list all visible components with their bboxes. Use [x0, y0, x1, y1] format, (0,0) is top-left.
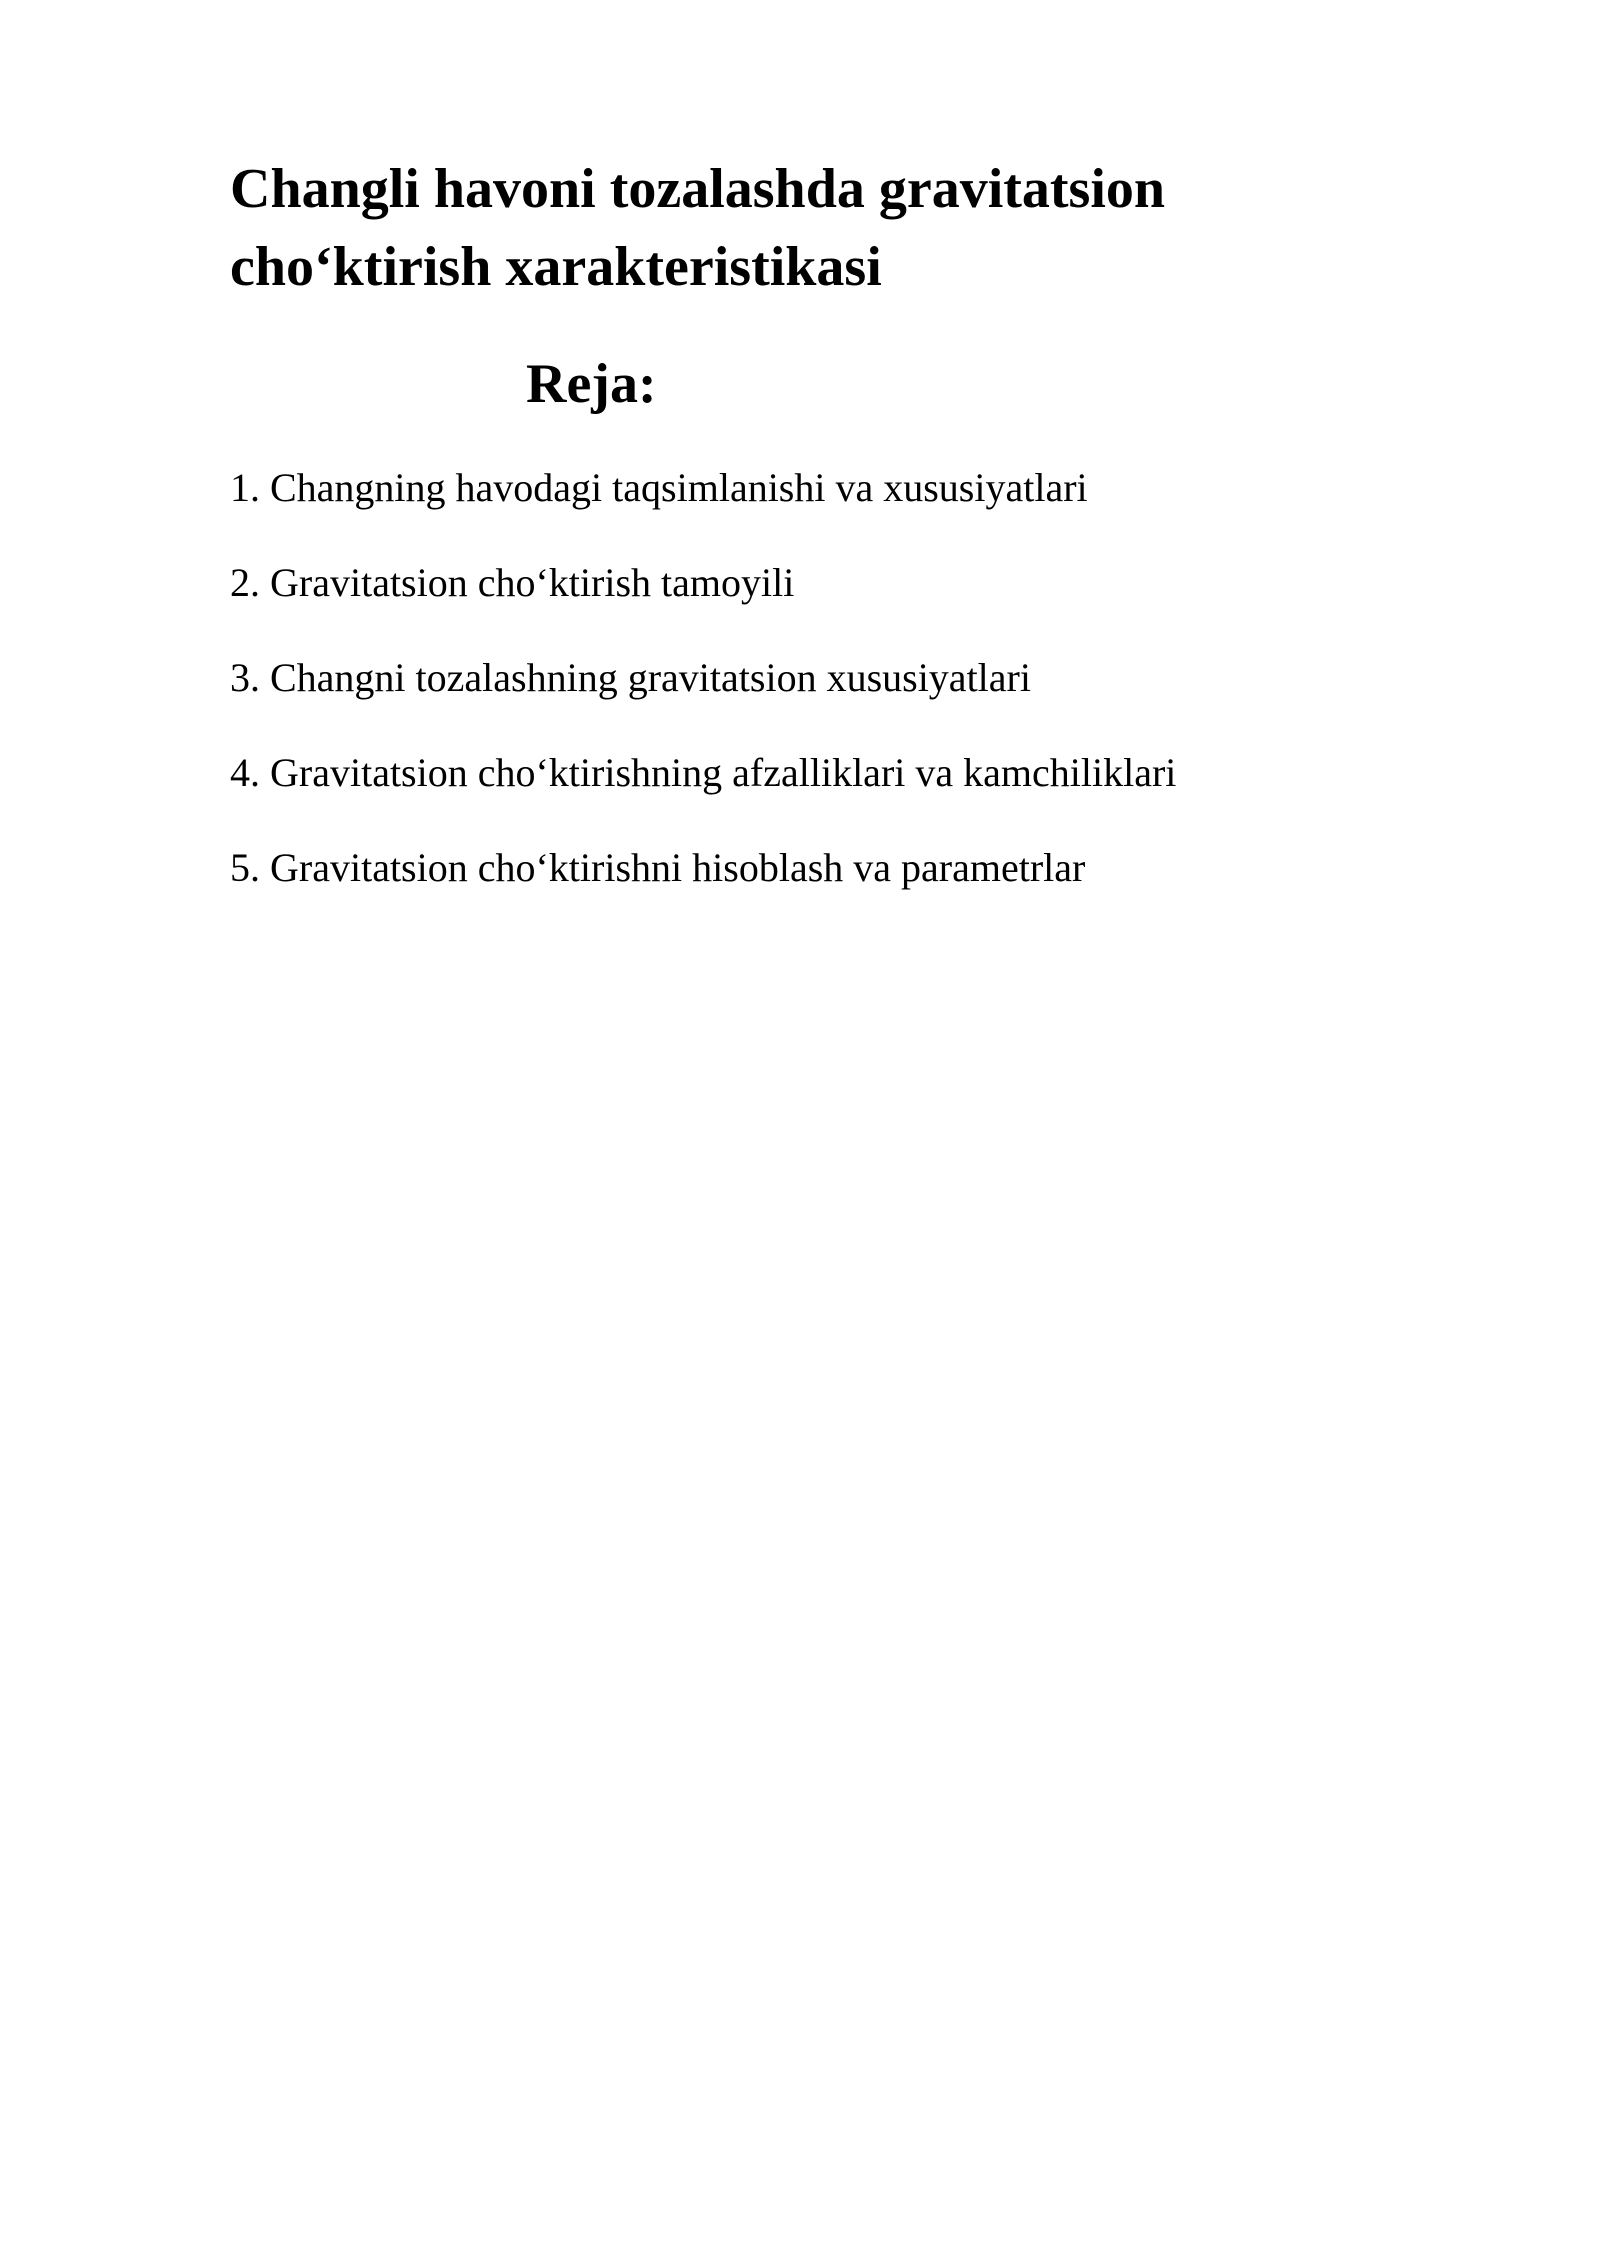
document-title	[230, 150, 1330, 306]
plan-item-4: 4. Gravitatsion cho‘ktirishning afzalliklari va kamchiliklari	[230, 750, 1177, 795]
plan-item-1: 1. Changning havodagi taqsimlanishi va xususiyatlari	[230, 465, 1088, 510]
plan-heading: Reja:	[526, 353, 657, 415]
plan-item-3: 3. Changni tozalashning gravitatsion xususiyatlari	[230, 655, 1031, 700]
plan-item-2: 2. Gravitatsion cho‘ktirish tamoyili	[230, 560, 795, 605]
plan-item-5: 5. Gravitatsion cho‘ktirishni hisoblash va parametrlar	[230, 845, 1086, 890]
title-line-1: Changli havoni tozalashda gravitatsion	[230, 158, 1166, 220]
title-line-2: cho‘ktirish xarakteristikasi	[230, 236, 882, 298]
plan-list	[230, 460, 1176, 935]
